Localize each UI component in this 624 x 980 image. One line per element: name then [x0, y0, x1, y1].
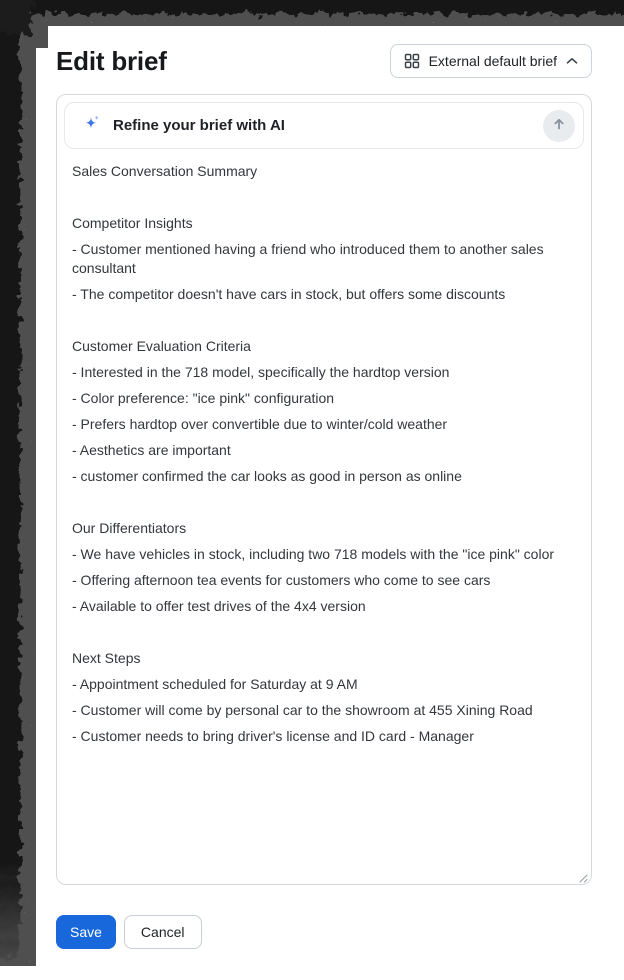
brief-paragraph: Next Steps: [72, 650, 141, 666]
brief-paragraph: [72, 623, 576, 642]
brief-editor: [56, 94, 592, 885]
ai-sparkle-icon: [82, 113, 102, 138]
brief-paragraph: - Interested in the 718 model, specifically the hardtop version: [72, 364, 450, 380]
save-button[interactable]: Save: [56, 915, 116, 949]
ai-refine-banner: [64, 102, 584, 149]
brief-paragraph: - Customer needs to bring driver's license and ID card - Manager: [72, 728, 474, 744]
brief-paragraph: - Aesthetics are important: [72, 442, 231, 458]
brief-paragraph: - Appointment scheduled for Saturday at 9 AM: [72, 676, 358, 692]
brief-paragraph: Customer Evaluation Criteria: [72, 338, 251, 354]
arrow-up-icon: [552, 117, 566, 134]
brief-paragraph: [72, 493, 576, 512]
brief-paragraph: - Customer mentioned having a friend who introduced them to another sales consultant: [72, 241, 544, 276]
brief-paragraph: Our Differentiators: [72, 520, 187, 536]
brief-text-input[interactable]: [64, 149, 584, 746]
brief-paragraph: - Color preference: "ice pink" configuration: [72, 390, 335, 406]
brief-paragraph: - Prefers hardtop over convertible due to winter/cold weather: [72, 416, 448, 432]
brief-paragraph: Sales Conversation Summary: [72, 163, 258, 179]
brief-paragraph: - customer confirmed the car looks as good in person as online: [72, 468, 462, 484]
brief-type-dropdown-label: External default brief: [428, 53, 557, 69]
grid-icon: [404, 53, 420, 69]
brief-paragraph: - Offering afternoon tea events for customers who come to see cars: [72, 572, 491, 588]
ai-submit-button[interactable]: [543, 110, 575, 142]
brief-paragraph: Competitor Insights: [72, 215, 193, 231]
chevron-up-icon: [566, 57, 578, 65]
cancel-button[interactable]: Cancel: [124, 915, 202, 949]
brief-paragraph: [72, 188, 576, 207]
footer-actions: [56, 915, 592, 949]
brief-paragraph: - Available to offer test drives of the 4x4 version: [72, 598, 366, 614]
resize-handle-icon[interactable]: [577, 870, 588, 881]
brief-paragraph: - Customer will come by personal car to the showroom at 455 Xining Road: [72, 702, 533, 718]
header: [56, 44, 592, 78]
brief-paragraph: - We have vehicles in stock, including two 718 models with the "ice pink" color: [72, 546, 555, 562]
brief-paragraph: [72, 311, 576, 330]
brief-type-dropdown[interactable]: [390, 44, 592, 78]
ai-refine-label: Refine your brief with AI: [113, 117, 285, 134]
page-title: Edit brief: [56, 45, 167, 76]
brief-paragraph: - The competitor doesn't have cars in stock, but offers some discounts: [72, 286, 506, 302]
